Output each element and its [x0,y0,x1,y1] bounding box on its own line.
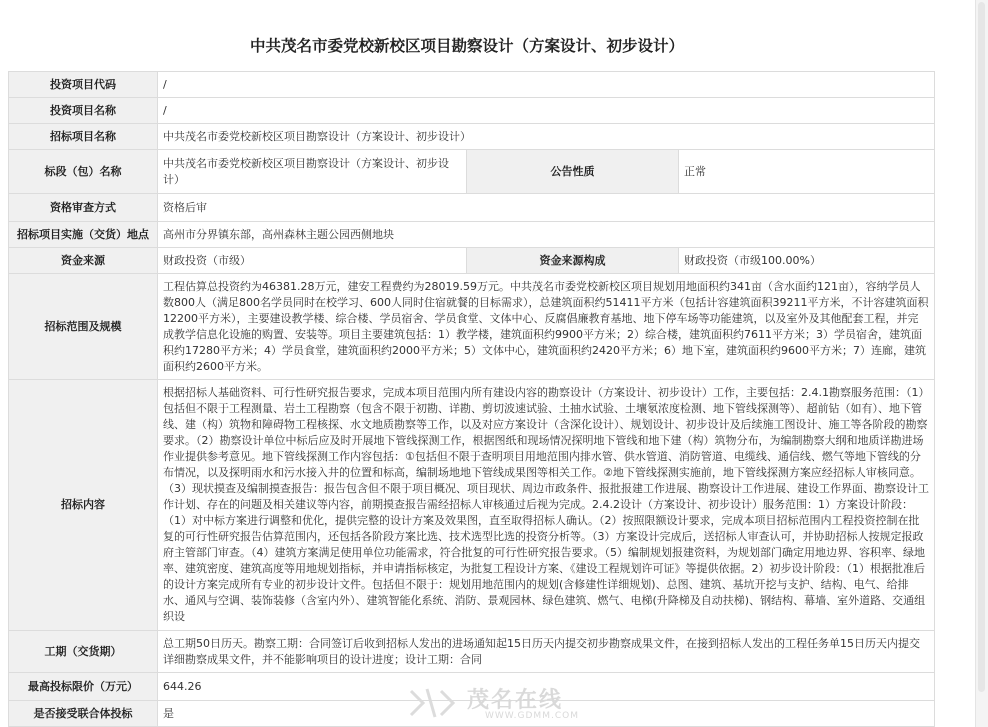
row-label: 招标内容 [9,380,158,631]
tender-info-table [8,71,935,727]
table-row [9,150,935,194]
page-title: 中共茂名市委党校新校区项目勘察设计（方案设计、初步设计） [249,37,684,55]
row-value: 644.26 [158,673,935,701]
table-row [9,194,935,222]
row-label: 资金来源 [9,248,158,274]
table-row [9,248,935,274]
row-value: 高州市分界镇东部，高州森林主题公园西侧地块 [158,222,935,248]
table-row [9,124,935,150]
row-label: 招标项目实施（交货）地点 [9,222,158,248]
row-value: 工程估算总投资约为46381.28万元，建安工程费约为28019.59万元。中共茂名市委党校新校区项目规划用地面积约341亩（含水面约121亩），容纳学员人数800人（满足800名学员同时在校学习、600人同时住宿就餐的目标需求），总建筑面积约51411平方米（包括计容建筑面积39211平方米，不计容建筑面积12200平方米），主要建设教学楼、综合楼、学员宿舍、学员食堂、文体中心、反腐倡廉教育基地、地下停车场等功能建筑，以及室外及其他配套工程，并完成教学信息化设施的购置、安装等。项目主要建筑包括：1）教学楼，建筑面积约9900平方米；2）综合楼，建筑面积约7611平方米；3）学员宿舍，建筑面积约17280平方米；4）学员食堂，建筑面积约2000平方米；5）文体中心，建筑面积约2420平方米；6）地下室，建筑面积约9600平方米；7）连廊，建筑面积约2600平方米。 [158,274,935,380]
table-row [9,98,935,124]
table-row [9,631,935,673]
table-row [9,380,935,631]
row-value: 财政投资（市级100.00%） [679,248,935,274]
row-label: 是否接受联合体投标 [9,701,158,727]
row-label: 投资项目名称 [9,98,158,124]
row-label: 公告性质 [467,150,679,194]
watermark-url: WWW.GDMM.COM [485,711,579,721]
row-value: 中共茂名市委党校新校区项目勘察设计（方案设计、初步设计） [158,150,467,194]
table-row [9,222,935,248]
row-value: 根据招标人基础资料、可行性研究报告要求，完成本项目范围内所有建设内容的勘察设计（方案设计、初步设计）工作，主要包括：2.4.1勘察服务范围：（1）包括但不限于工程测量、岩土工程勘察（包含不限于初勘、详勘、剪切波速试验、土抽水试验、土壤氡浓度检测、地下管线探测等）、超前钻（如有）、地下管线、建（构）筑物和障碍物工程核探、水文地质勘察等工作，以及对应方案设计（含深化设计）、规划设计、初步设计及后续施工图设计、施工等各阶段的勘察要求。（2）勘察设计单位中标后应及时开展地下管线探测工作，根据图纸和现场情况探明地下管线和地下建（构）筑物分布，为编制勘察大纲和地质详勘进场作业提供参考意见。地下管线探测工作内容包括：①包括但不限于查明项目用地范围内排水管、供水管道、消防管道、电缆线、通信线、燃气等地下管线的分布情况，以及探明雨水和污水接入井的位置和标高，编制场地地下管线成果图等相关工作。②地下管线探测实施前，地下管线探测方案应经招标人审核同意。（3）现状摸查及编制摸查报告：报告包含但不限于项目概况、项目现状、周边市政条件、报批报建工作进展、勘察设计工作进展、建设工作界面、勘察设计工作计划、存在的问题及相关建议等内容，前期摸查报告需经招标人审核通过后视为完成。2.4.2设计（方案设计、初步设计）服务范围：1）方案设计阶段：（1）对中标方案进行调整和优化，提供完整的设计方案及效果图，直至取得招标人确认。（2）按照限额设计要求，完成本项目招标范围内工程投资控制在批复的可行性研究报告估算范围内，还包括各阶段方案比选、技术选型比选的投资分析等。（3）方案设计完成后，送招标人审查认可，并协助招标人按规定报政府主管部门审查。（4）建筑方案满足使用单位功能需求，符合批复的可行性研究报告要求。（5）编制规划报建资料，为规划部门确定用地边界、容积率、绿地率、建筑密度、建筑高度等用地规划指标，并申请指标核定，为批复工程设计方案、《建设工程规划许可证》等提供依据。2）初步设计阶段：（1）根据批准后的设计方案完成所有专业的初步设计文件。包括但不限于：规划用地范围内的规划(含修建性详细规划)、总图、建筑、基坑开挖与支护、结构、电气、给排水、通风与空调、装饰装修（含室内外）、建筑智能化系统、消防、景观园林、绿色建筑、燃气、电梯(升降梯及自动扶梯)、钢结构、幕墙、室外道路、交通组织设 [158,380,935,631]
row-value: 总工期50日历天。勘察工期：合同签订后收到招标人发出的进场通知起15日历天内提交初步勘察成果文件，在接到招标人发出的工程任务单15日历天内提交详细勘察成果文件，并不能影响项目的设计进度；设计工期：合同 [158,631,935,673]
vertical-scrollbar[interactable] [975,0,988,727]
scrollbar-thumb[interactable] [978,2,985,692]
watermark-name: 茂名在线 [467,688,564,713]
row-value: 是 [158,701,935,727]
row-label: 工期（交货期） [9,631,158,673]
table-row [9,701,935,727]
row-label: 招标项目名称 [9,124,158,150]
row-value: 资格后审 [158,194,935,222]
row-label: 招标范围及规模 [9,274,158,380]
row-label: 投资项目代码 [9,72,158,98]
row-label: 标段（包）名称 [9,150,158,194]
row-value: / [158,72,935,98]
row-value: 正常 [679,150,935,194]
row-label: 资格审查方式 [9,194,158,222]
row-value: 中共茂名市委党校新校区项目勘察设计（方案设计、初步设计） [158,124,935,150]
row-value: / [158,98,935,124]
row-label: 资金来源构成 [467,248,679,274]
table-row [9,673,935,701]
row-value: 财政投资（市级） [158,248,467,274]
table-row [9,72,935,98]
table-row [9,274,935,380]
row-label: 最高投标限价（万元） [9,673,158,701]
